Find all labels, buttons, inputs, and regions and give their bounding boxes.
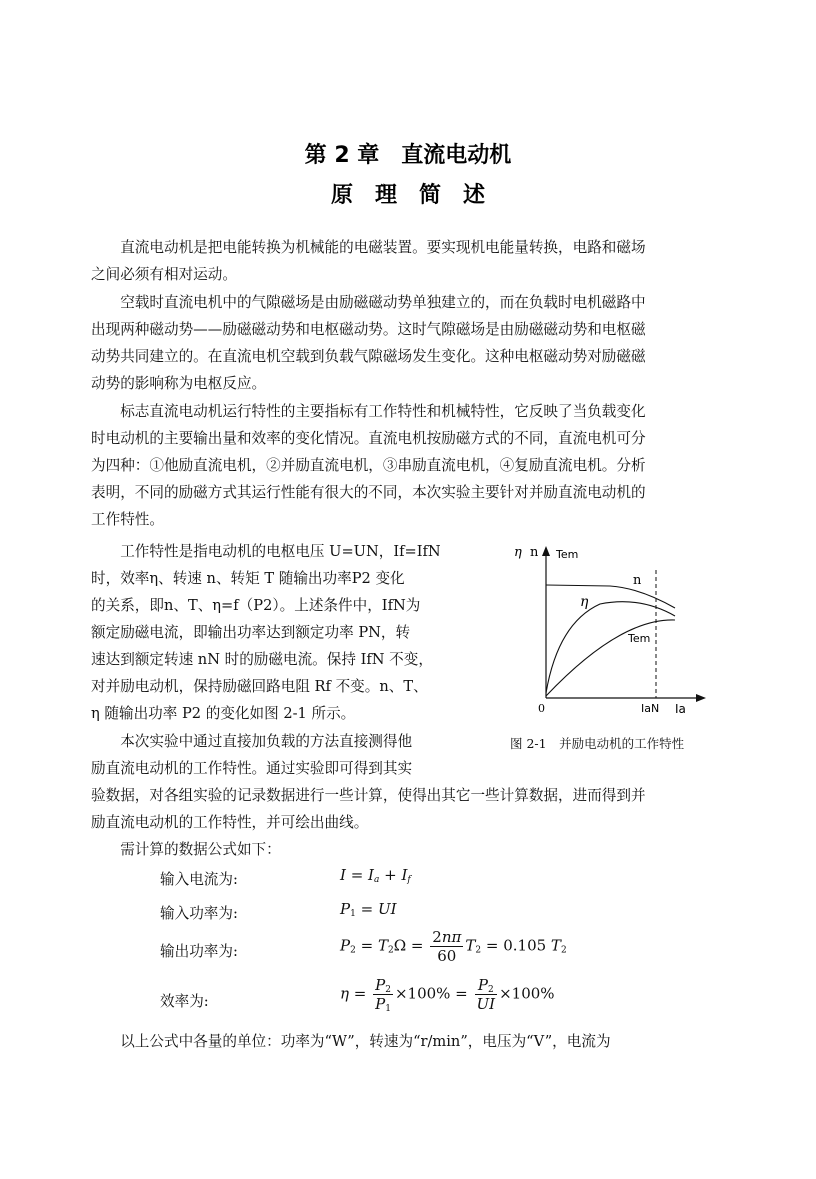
curve-label-tem: Tem — [628, 632, 651, 645]
input-current-formula: $I = I_a + I_f$ — [340, 866, 411, 885]
input-power-label: 输入功率为: — [160, 905, 238, 922]
text-line: 励直流电动机的工作特性，并可绘出曲线。 — [91, 814, 369, 831]
text-line: 对并励电动机，保持励磁回路电阻 Rf 不变。n、T、 — [91, 678, 428, 695]
text-line: 直流电动机是把电能转换为机械能的电磁装置。要实现机电能量转换，电路和磁场 — [120, 239, 646, 256]
paragraph-units — [91, 1028, 728, 1055]
text-line: 时，效率η、转速 n、转矩 T 随输出功率P2 变化 — [91, 570, 405, 587]
y-label-tem: Tem — [556, 548, 579, 561]
text-line: 表明，不同的励磁方式其运行性能有很大的不同，本次实验主要针对并励直流电动机的 — [91, 484, 646, 501]
text-line: 动势共同建立的。在直流电机空载到负载气隙磁场发生变化。这种电枢磁动势对励磁磁 — [91, 348, 646, 365]
paragraph-working-characteristic — [91, 538, 473, 727]
input-current-label: 输入电流为: — [160, 871, 238, 888]
y-label-n: n — [530, 545, 539, 560]
text-line: 为四种：①他励直流电机，②并励直流电机，③串励直流电机，④复励直流电机。分析 — [91, 457, 646, 474]
efficiency-formula: η = $\frac{P_2}{P_1}$ ×100% = $\frac{P_2}{UI}$ ×100% — [340, 976, 555, 1014]
text-line: 需计算的数据公式如下： — [120, 841, 281, 858]
paragraph-formula-intro — [91, 836, 728, 863]
speed-curve — [546, 585, 675, 608]
input-power-formula: $P_1$ = UI — [340, 900, 397, 919]
origin-label: 0 — [538, 702, 545, 715]
x-axis-arrow — [696, 694, 706, 702]
y-label-eta: η — [514, 545, 522, 560]
working-characteristic-figure — [500, 538, 720, 720]
text-line: 出现两种磁动势——励磁磁动势和电枢磁动势。这时气隙磁场是由励磁磁动势和电枢磁 — [91, 321, 646, 338]
paragraph-characteristics — [91, 398, 728, 533]
text-line: 速达到额定转速 nN 时的励磁电流。保持 IfN 不变， — [91, 651, 433, 668]
text-line: 之间必须有相对运动。 — [91, 266, 237, 283]
text-line: 本次实验中通过直接加负载的方法直接测得他 — [120, 733, 413, 750]
text-line: 标志直流电动机运行特性的主要指标有工作特性和机械特性，它反映了当负载变化 — [120, 403, 646, 420]
section-title: 原 理 简 述 — [330, 183, 485, 208]
text-line: 励直流电动机的工作特性。通过实验即可得到其实 — [91, 760, 413, 777]
text-line: η 随输出功率 P2 的变化如图 2-1 所示。 — [91, 705, 356, 722]
chapter-title: 第 2 章 直流电动机 — [304, 143, 512, 168]
text-line: 额定励磁电流，即输出功率达到额定功率 PN，转 — [91, 624, 411, 641]
text-line: 工作特性。 — [91, 511, 164, 528]
text-line: 工作特性是指电动机的电枢电压 U=UN，If=IfN — [120, 543, 441, 560]
text-line: 以上公式中各量的单位：功率为“W”，转速为“r/min”，电压为“V”，电流为 — [120, 1033, 611, 1050]
text-line: 验数据，对各组实验的记录数据进行一些计算，使得出其它一些计算数据，进而得到并 — [91, 787, 646, 804]
paragraph-intro — [91, 234, 728, 288]
curve-label-n: n — [633, 573, 642, 588]
text-line: 动势的影响称为电枢反应。 — [91, 375, 267, 392]
text-line: 时电动机的主要输出量和效率的变化情况。直流电机按励磁方式的不同，直流电机可分 — [91, 430, 646, 447]
text-line: 的关系，即n、T、η=f（P2）。上述条件中，IfN为 — [91, 597, 421, 614]
y-axis-arrow — [542, 546, 550, 556]
x-mark-ian: IaN — [641, 702, 660, 715]
curve-label-eta: η — [580, 594, 589, 610]
output-power-formula: $P_2 = T_2\Omega$ = $\frac{2n\pi}{60}$ $T_2 = 0.105$ $T_2$ — [340, 928, 567, 965]
text-line: 空载时直流电机中的气隙磁场是由励磁磁动势单独建立的，而在负载时电机磁路中 — [120, 294, 646, 311]
output-power-label: 输出功率为: — [160, 943, 238, 960]
figure-caption: 图 2-1 并励电动机的工作特性 — [510, 736, 685, 751]
x-label-ia: Ia — [675, 702, 686, 716]
efficiency-label: 效率为: — [160, 993, 209, 1010]
paragraph-armature-reaction — [91, 289, 728, 397]
